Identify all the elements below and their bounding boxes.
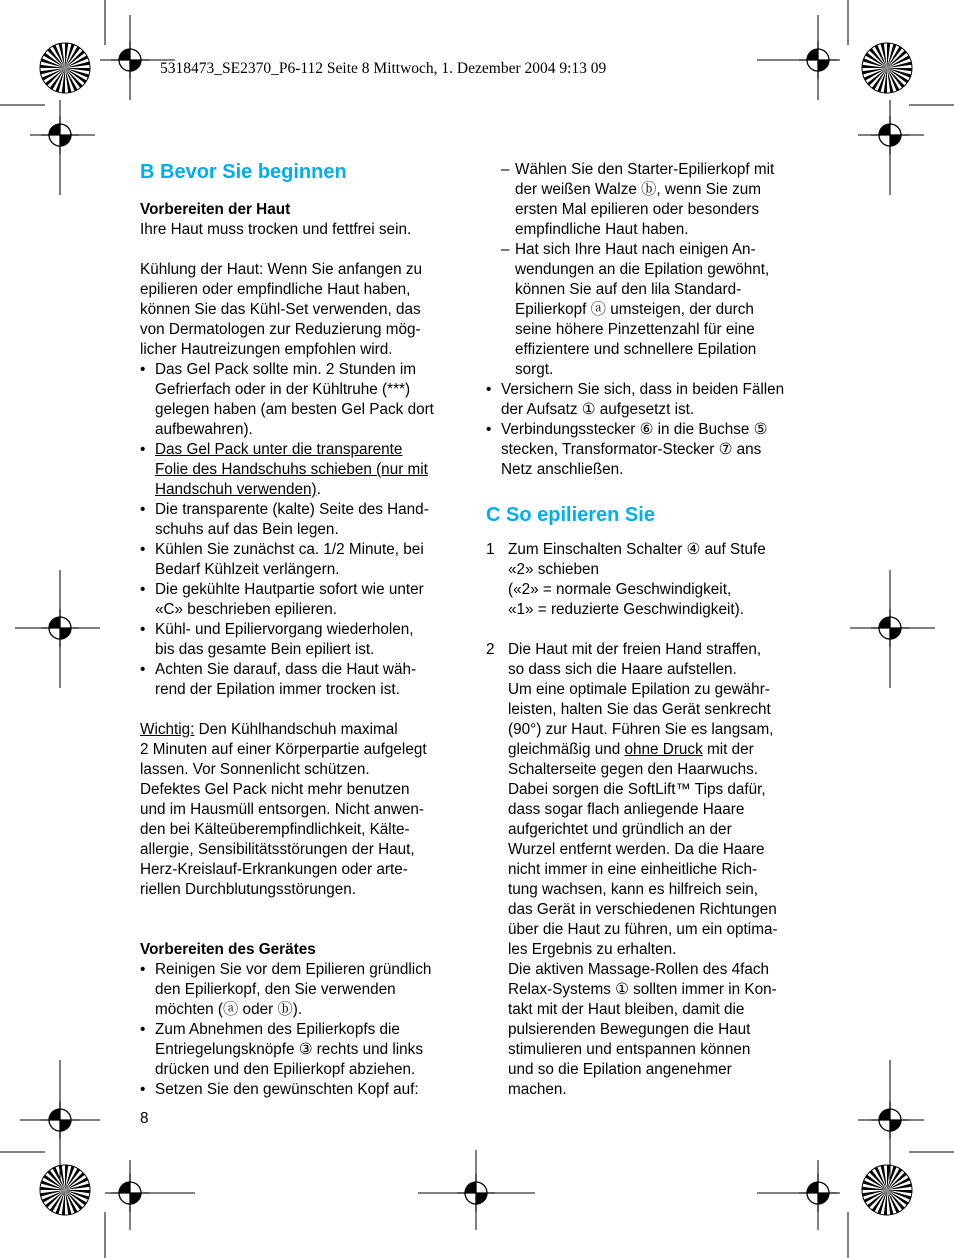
bullet-item: • Die transparente (kalte) Seite des Hand- schuhs auf das Bein legen. [140,500,470,540]
starburst-mark [862,1165,912,1215]
registration-mark [799,41,837,79]
step-text-line: gleichmäßig und ohne Druck mit der [508,741,754,758]
registration-mark [111,41,149,79]
registration-mark [871,116,909,154]
bullet-item: • Versichern Sie sich, dass in beiden Fällen der Aufsatz ① aufgesetzt ist. [486,380,821,420]
registration-mark [41,1101,79,1139]
page-number: 8 [140,1110,149,1127]
registration-mark [41,609,79,647]
step-1 [486,540,821,620]
paragraph: Ihre Haut muss trocken und fettfrei sein. [140,221,412,238]
bullet-item: • Achten Sie darauf, dass die Haut wäh- rend der Epilation immer trocken ist. [140,660,470,700]
dash-item: – Wählen Sie den Starter-Epilierkopf mit der weißen Walze ⓑ, wenn Sie zum ersten Mal epilieren oder besonders empfindliche Haut haben. [486,160,821,240]
registration-mark [871,1101,909,1139]
step-text: Schalterseite gegen den Haarwuchs. Dabei sorgen die SoftLift™ Tips dafür, dass sogar flach anliegende Haare aufgerichtet und gründlich an der Wurzel entfernt werden. Da die Haare nicht immer in eine einheitliche Rich- tung wachsen, kann es hilfreich sein, das Gerät in verschiedenen Richtungen über die Haut zu führen, um ein optima- les Ergebnis zu erhalten. Die aktiven Massage-Rollen des 4fach Relax-Systems ① sollten immer in Kon- takt mit der Haut bleiben, damit die pulsierenden Bewegungen die Haut stimulieren und entspannen können und so die Epilation angenehmer machen. [508,761,778,1098]
bullet-item: • Kühlen Sie zunächst ca. 1/2 Minute, bei Bedarf Kühlzeit verlängern. [140,540,470,580]
bullet-item: • Das Gel Pack sollte min. 2 Stunden im Gefrierfach oder in der Kühltruhe (***) gelegen haben (am besten Gel Pack dort aufbewahren). [140,360,470,440]
subheading-device: Vorbereiten des Gerätes [140,941,316,958]
registration-mark [871,609,909,647]
bullet-item: • Verbindungsstecker ⑥ in die Buchse ⑤ stecken, Transformator-Stecker ⑦ ans Netz anschließen. [486,420,821,480]
step-2 [486,640,821,1100]
starburst-mark [40,43,90,93]
registration-mark [457,1174,495,1212]
bullet-item: • Setzen Sie den gewünschten Kopf auf: [140,1080,470,1100]
registration-mark [41,116,79,154]
warning-label: Wichtig: [140,721,195,738]
step-text: Die Haut mit der freien Hand straffen, so dass sich die Haare aufstellen. Um eine optimale Epilation zu gewähr- leisten, halten Sie das Gerät senkrecht (90°) zur Haut. Führen Sie es langsam, [508,641,774,738]
bullet-item: • Die gekühlte Hautpartie sofort wie unter «C» beschrieben epilieren. [140,580,470,620]
starburst-mark [862,43,912,93]
step-number: 2 [486,641,495,658]
subheading-skin: Vorbereiten der Haut [140,201,291,218]
registration-mark [799,1174,837,1212]
bullet-item-underlined: • Das Gel Pack unter die transparente Folie des Handschuhs schieben (nur mit Handschuh verwenden). [140,440,470,500]
page-header: 5318473_SE2370_P6-112 Seite 8 Mittwoch, 1. Dezember 2004 9:13 09 [160,60,607,77]
cooling-paragraph: Kühlung der Haut: Wenn Sie anfangen zu epilieren oder empfindliche Haut haben, können Sie das Kühl-Set verwenden, das von Dermatologen zur Reduzierung mög- licher Hautreizungen empfohlen wird. [140,261,423,358]
step-number: 1 [486,541,495,558]
section-heading-c: C So epilieren Sie [486,504,655,526]
left-column [140,160,470,1100]
registration-mark [111,1174,149,1212]
bullet-item: • Reinigen Sie vor dem Epilieren gründlich den Epilierkopf, den Sie verwenden möchten (ⓐ oder ⓑ). [140,960,470,1020]
right-column [486,160,821,1100]
warning-first-line: Wichtig: Den Kühlhandschuh maximal [140,721,398,738]
underlined-text: Das Gel Pack unter die transparente Folie des Handschuhs schieben (nur mit Handschuh verwenden) [155,441,428,498]
dash-item: – Hat sich Ihre Haut nach einigen An- wendungen an die Epilation gewöhnt, können Sie auf den lila Standard- Epilierkopf ⓐ umsteigen, der durch seine höhere Pinzettenzahl für eine effizientere und schnellere Epilation sorgt. [486,240,821,380]
section-heading-b: B Bevor Sie beginnen [140,161,347,183]
underlined-text: ohne Druck [624,741,703,758]
bullet-item: • Kühl- und Epiliervorgang wiederholen, bis das gesamte Bein epiliert ist. [140,620,470,660]
starburst-mark [40,1165,90,1215]
bullet-item: • Zum Abnehmen des Epilierkopfs die Entriegelungsknöpfe ③ rechts und links drücken und den Epilierkopf abziehen. [140,1020,470,1080]
warning-text: 2 Minuten auf einer Körperpartie aufgelegt lassen. Vor Sonnenlicht schützen. Defektes Gel Pack nicht mehr benutzen und im Hausmüll entsorgen. Nicht anwen- den bei Kälteüberempfindlichkeit, Kälte- allergie, Sensibilitätsstörungen der Haut, Herz-Kreislauf-Erkrankungen oder arte- riellen Durchblutungsstörungen. [140,741,427,898]
step-text: Zum Einschalten Schalter ④ auf Stufe «2» schieben («2» = normale Geschwindigkeit, «1» = reduzierte Geschwindigkeit). [508,541,766,618]
